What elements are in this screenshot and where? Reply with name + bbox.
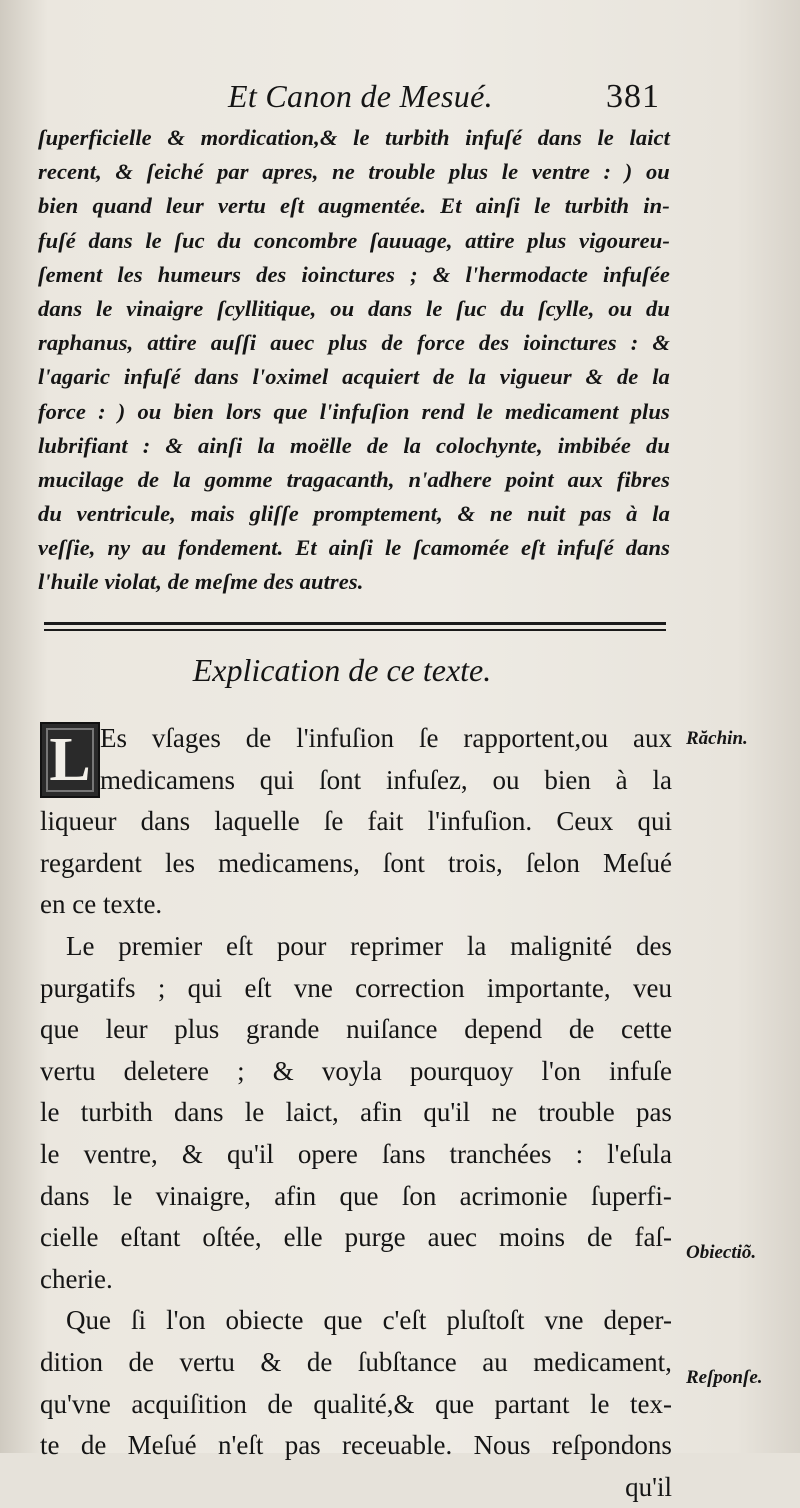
body-line: qu'vne acquiſition de qualité,& que partant le tex-: [40, 1388, 672, 1419]
body-line: te de Meſué n'eſt pas receuable. Nous reſpondons: [40, 1430, 672, 1461]
section-rule-bottom: [44, 629, 666, 631]
body-line: purgatifs ; qui eſt vne correction importante, veu: [40, 972, 672, 1003]
italic-line: l'agaric infuſé dans l'oximel acquiert de la vigueur & de la: [38, 364, 670, 390]
ornamental-drop-initial: L: [40, 722, 100, 798]
body-line: Le premier eſt pour reprimer la malignité des: [66, 930, 672, 961]
italic-line: recent, & ſeiché par apres, ne trouble plus le ventre : ) ou: [38, 159, 670, 185]
italic-line: mucilage de la gomme tragacanth, n'adhere point aux fibres: [38, 466, 670, 492]
page-number: 381: [606, 78, 660, 115]
italic-line: raphanus, attire auſſi auec plus de force des ioinctures : &: [38, 330, 670, 356]
body-line: Es vſages de l'infuſion ſe rapportent,ou aux: [100, 723, 672, 753]
italic-line: fuſé dans le ſuc du concombre ſauuage, attire plus vigoureu-: [38, 227, 670, 253]
body-line: regardent les medicamens, ſont trois, ſelon Meſué: [40, 847, 672, 878]
body-line: en ce texte.: [40, 889, 163, 920]
italic-line: ſement les humeurs des ioinctures ; & l'hermodacte infuſée: [38, 261, 670, 287]
body-line: dans le vinaigre, afin que ſon acrimonie ſuperfi-: [40, 1180, 672, 1211]
body-line: que leur plus grande nuiſance depend de cette: [40, 1014, 672, 1045]
body-line: vertu deletere ; & voyla pourquoy l'on infuſe: [40, 1055, 672, 1086]
italic-text-block: [38, 121, 670, 600]
catchword: qu'il: [625, 1471, 672, 1502]
body-line: Que ſi l'on obiecte que c'eſt pluſtoſt vne deper-: [66, 1305, 672, 1336]
section-title: Explication de ce texte.: [192, 652, 492, 688]
italic-line: veſſie, ny au fondement. Et ainſi le ſcamomée eſt infuſé dans: [38, 535, 670, 561]
italic-line: bien quand leur vertu eſt augmentée. Et ainſi le turbith in-: [38, 193, 670, 219]
page-header: [0, 72, 800, 122]
margin-note-response: Reſponſe.: [686, 1367, 763, 1388]
italic-line: dans le vinaigre ſcyllitique, ou dans le ſuc du ſcylle, ou du: [38, 295, 670, 321]
body-text-block: [40, 718, 672, 1508]
italic-line: ſuperficielle & mordication,& le turbith infuſé dans le laict: [38, 125, 670, 150]
body-line: le turbith dans le laict, afin qu'il ne trouble pas: [40, 1097, 672, 1128]
body-line: cherie.: [40, 1263, 113, 1294]
italic-line: du ventricule, mais gliſſe promptement, & ne nuit pas à la: [38, 501, 670, 527]
running-head: Et Canon de Mesué.: [228, 78, 493, 114]
margin-note-objection: Obiectiõ.: [686, 1242, 757, 1263]
body-line: le ventre, & qu'il opere ſans tranchées : l'eſula: [40, 1138, 672, 1169]
body-line: dition de vertu & de ſubſtance au medicament,: [40, 1346, 672, 1377]
margin-note-rachin: Răchin.: [686, 728, 748, 749]
italic-line: l'huile violat, de meſme des autres.: [38, 569, 364, 595]
italic-line: lubrifiant : & ainſi la moëlle de la colochynte, imbibée du: [38, 432, 670, 458]
section-rule-top: [44, 622, 666, 625]
body-line: cielle eſtant oſtée, elle purge auec moins de faſ-: [40, 1222, 672, 1253]
body-line: medicamens qui ſont infuſez, ou bien à la: [100, 764, 672, 795]
italic-line: force : ) ou bien lors que l'infuſion rend le medicament plus: [38, 398, 670, 424]
body-line: liqueur dans laquelle ſe fait l'infuſion. Ceux qui: [40, 806, 672, 837]
